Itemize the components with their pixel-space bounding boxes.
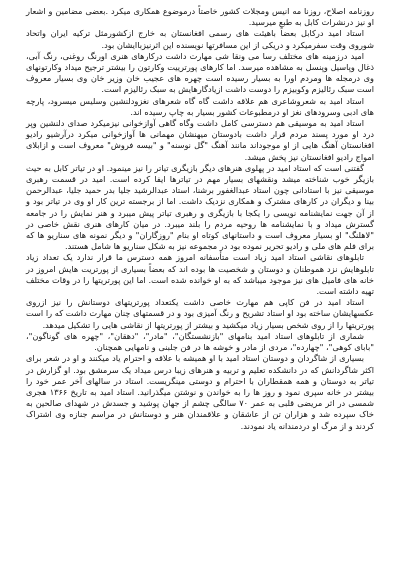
paragraph-3: امید درزمینه های مختلف رسا می ونقا شی مهارت داشت درکارهای هنری اورنگ روغنی، رنگ آبی، ذغال وپاسیل وپنسل به مشاهده میرسد. اما کارهای پورترییت وکارتون را بیشتر ترجیح میداد وکارتونهای وی درمجله ها ومردم اورا به بسیار رسیده است چهره های عجیب خان وزیر خان وی بسیار معروف است سبک رئالیزم وکوبیزم را دوست داشت ازیادگارهایش به سبک رئالیزم است. bbox=[26, 50, 374, 95]
paragraph-1: روزنامه اصلاح، روزنا مه انیس ومجلات کشور خاصتاً درموضوع همکاری میکرد .بعضی مضامین و اشعار او نیز درنشرات کابل به طبع میرسید. bbox=[26, 6, 374, 28]
paragraph-7: تابلوهای نقاشی استاد امید زیاد است متأسفانه امروز همه دسترس ما قرار ندارد یک تعداد زیاد تابلوهایش نزد هموطنان و دوستان و شخصیت ها بوده اند که بعضاً بسیاری از پورتریت هایش امروز در خانه های فامیل های نیز موجود میباشد که به او خوانده شده است. اما این پورتریتها را در وقات مختلف تهیه داشته است. bbox=[26, 252, 374, 297]
paragraph-4: استاد امید به شعروشاعری هم علاقه داشت گاه گاه شعرهای نغزودلنشین وسلیس میسرود، پارچه های ادبی وسرودهای نغز او درمطبوعات کشور بسیار به چاپ رسیده اند. bbox=[26, 95, 374, 117]
paragraph-9: شماری از تابلوهای استاد امید بنامهای "بازنشستگان"، "مادر"، "دهقان"، "چهره های گوناگون"، "بابای کوهی"، "چهارده"، مردی از مادر و خوشه ها در فن جلبنی و نامهایی همچنان. bbox=[26, 330, 374, 353]
paragraph-5: استاد امید به موسیقی هم دسترسی کامل داشت وگاه گاهی آوازخوانی نیزمیکرد صدای دلنشین وپر درد او مورد پسند مردم قرار داشت بادوستان میهنشان مهمانی ها آوازخوانی میکرد درآرشیو رادیو افغانستان آهنگ هایی از او موجوداند مانند آهنگ "گل نوسنه" و "بیسه فروش" معروف است و ازابلای امواج رادیو افغانستان نیز پخش میشد. bbox=[26, 118, 374, 162]
paragraph-6: گفتنی است که استاد امید در پهلوی هنرهای دیگر بازیگری تیاتر را نیز مینمود. او در تیاتر کابل به حیث بازیگر خوب شناخته میشد ونقشهای بسیار مهم در تیاترها ایفا کرده است. امید در قسمت رهبری موسیقی نیز با استادانی چون استاد عبدالغفور برشنا، استاد عبدالرشید جلیا بدر حمید جلیا، عبدالرحمن بینا و دیگران در کارهای مشترک و همکاری نزدیک داشت. اما از برجسته ترین کار او وی در تیاتر بود و از آن جهت نمایشنامه نویسی را یکجا با بازیگری و رهبری تیاتر پیش میبرد و هنر نمایش را در جامعه گسترش میداد و با نمایشنامه ها روحیه مردم را بلند میبرد. در میان کارهای هنری نقش خاصی در "لاهلنگ" او بسیار معروف است و داستانهای کوتاه او بنام "روزگاران" و دیگر نمونه های سناریو ها که برای فلم های ملی و رادیو تحریر نموده بود در مجموعه نیز به شکل سناریو ها شامل هستند. bbox=[26, 162, 374, 252]
document-page bbox=[26, 6, 374, 548]
paragraph-10: بسیاری از شاگردان و دوستان استاد امید با او همیشه با علاقه و احترام یاد میکنند و او در شعر برای اکثر شاگردانش که در دانشکده تعلیم و تربیه و هنرهای زیبا درس میداد یک سرمشق بود. او گزارش در تیاتر به دوستان و همه همقطاران با احترام و دوستی مینگریست. استاد در سالهای آخر عمر خود را بیشتر در خانه سپری نمود و روز ها را به خواندن و نوشتن میگذرانید. استاد امید به تاریخ ۱۳۶۶ هجری شمسی در اثر مریضی قلبی به عمر ۷۰ سالگی چشم از جهان پوشید و جسدش در شهدای صالحین به خاک سپرده شد و هزاران تن از عاشقان و علاقمندان هنر و دوستانش در مراسم جنازه وی اشتراک کردند و از مرگ او دردمندانه یاد نمودند. bbox=[26, 353, 374, 431]
paragraph-8: استاد امید در فن کاپی هم مهارت خاصی داشت یکتعداد پورتریتهای دوستانش را نیز ازروی عکسهایشان ساخته بود او استاد تشریح و رنگ آمیزی بود و در قسمتهای چنان مهارت داشت که را است پورتریتها را از روی شخص بسیار زیاد میکشید و بیشتر از پورتریتها از نقاشی هایی را تشکیل میدهد. bbox=[26, 297, 374, 330]
paragraph-2: استاد امید درکابل بعضاً باهیئت های رسمی افغانستان به خارج ازکشورمثل ترکیه ایران واتحاد شوروی وقت سفرمیکرد و دریکی از این مسافرتها نویسنده این اثرنیزباایشان بود. bbox=[26, 28, 374, 50]
